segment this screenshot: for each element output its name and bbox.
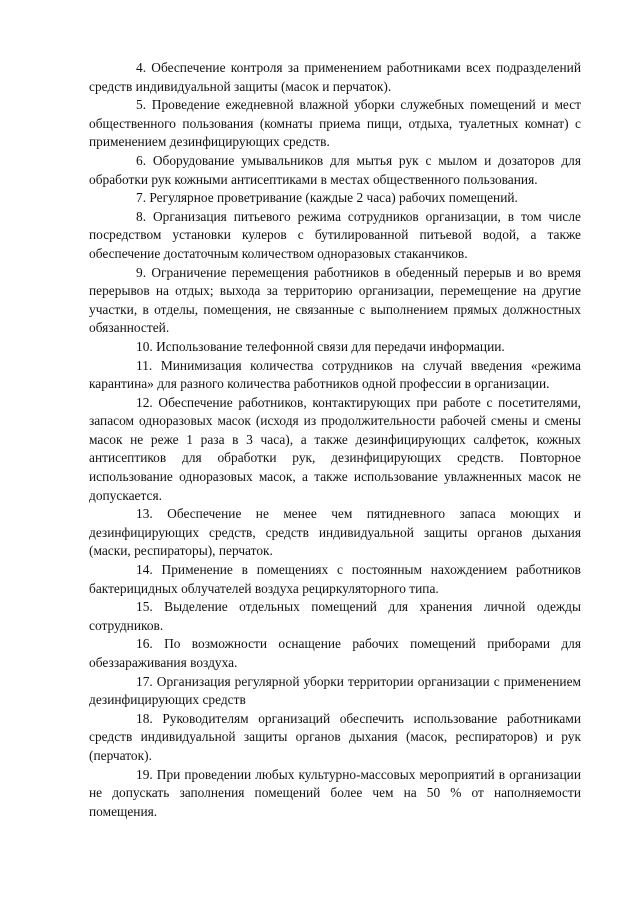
paragraph-item-10: 10. Использование телефонной связи для передачи информации.	[136, 338, 505, 354]
paragraph-item-18: 18. Руководителям организаций обеспечить использование работниками средств индивидуальной защиты органов дыхания (масок, респираторов) и рук (перчаток).	[89, 710, 581, 763]
paragraph-item-6: 6. Оборудование умывальников для мытья рук с мылом и дозаторов для обработки рук кожными антисептиками в местах общественного пользования.	[89, 152, 581, 187]
paragraph-item-5: 5. Проведение ежедневной влажной уборки служебных помещений и мест общественного пользования (комнаты приема пищи, отдыха, туалетных комнат) с применением дезинфицирующих средств.	[89, 97, 581, 150]
paragraph-item-17: 17. Организация регулярной уборки территории организации с применением дезинфицирующих средств	[89, 673, 581, 708]
paragraph-item-8: 8. Организация питьевого режима сотрудников организации, в том числе посредством установки кулеров с бутилированной питьевой водой, а также обеспечение достаточным количеством одноразовых стаканчиков.	[89, 208, 581, 261]
paragraph-item-14: 14. Применение в помещениях с постоянным нахождением работников бактерицидных облучателей воздуха рециркуляторного типа.	[89, 562, 581, 596]
paragraph-item-7: 7. Регулярное проветривание (каждые 2 часа) рабочих помещений.	[136, 190, 518, 206]
document-body	[89, 59, 581, 821]
paragraph-item-12: 12. Обеспечение работников, контактирующих при работе с посетителями, запасом одноразовых масок (исходя из продолжительности рабочей смены и смены масок не реже 1 раза в 3 часа), а также дезинфицирующих салфеток, кожных антисептиков для обработки рук, дезинфицирующих средств. Повторное использование одноразовых масок, а также использование увлажненных масок не допускается.	[89, 394, 581, 503]
paragraph-item-9: 9. Ограничение перемещения работников в обеденный перерыв и во время перерывов на отдых; выхода за территорию организации, перемещение на другие участки, в отделы, помещения, не связанные с выполнением прямых должностных обязанностей.	[89, 264, 581, 336]
paragraph-item-16: 16. По возможности оснащение рабочих помещений приборами для обеззараживания воздуха.	[89, 636, 581, 670]
paragraph-item-11: 11. Минимизация количества сотрудников на случай введения «режима карантина» для разного количества работников одной профессии в организации.	[89, 357, 581, 392]
paragraph-item-4: 4. Обеспечение контроля за применением работниками всех подразделений средств индивидуальной защиты (масок и перчаток).	[89, 60, 581, 94]
paragraph-item-13: 13. Обеспечение не менее чем пятидневного запаса моющих и дезинфицирующих средств, средств индивидуальной защиты органов дыхания (маски, респираторы), перчаток.	[89, 506, 581, 559]
paragraph-item-15: 15. Выделение отдельных помещений для хранения личной одежды сотрудников.	[89, 599, 581, 633]
paragraph-item-19: 19. При проведении любых культурно-массовых мероприятий в организации не допускать заполнения помещений более чем на 50 % от наполняемости помещения.	[89, 766, 581, 819]
